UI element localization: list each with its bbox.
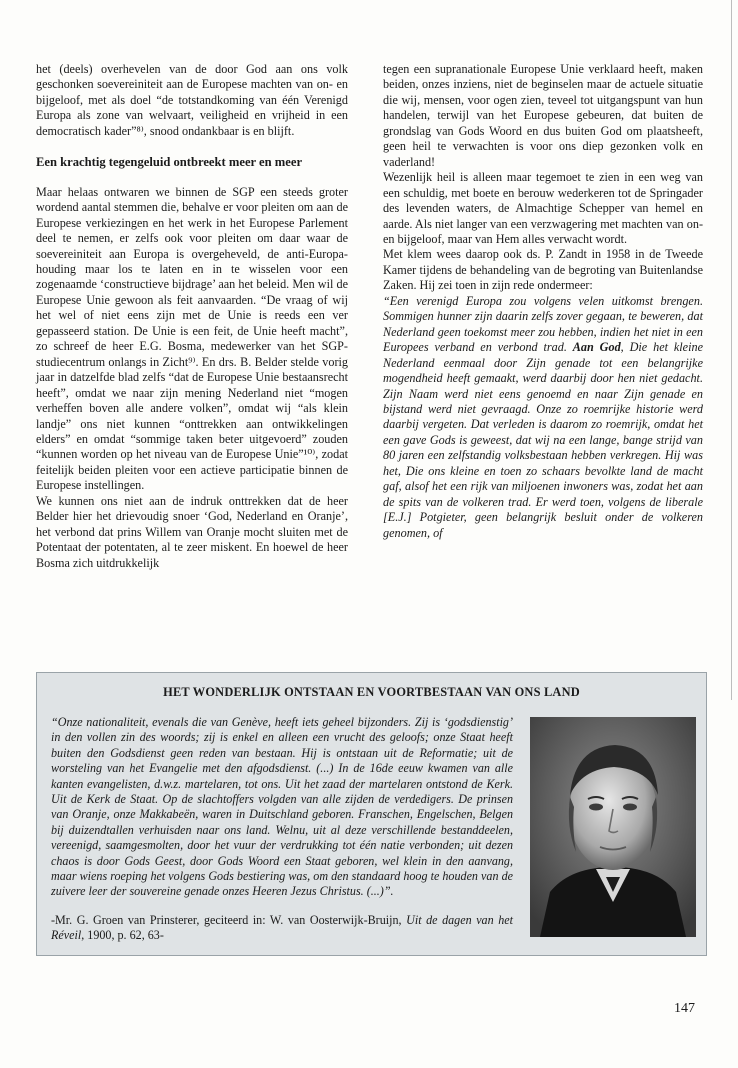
- box-title: HET WONDERLIJK ONTSTAAN EN VOORTBESTAAN VAN ONS LAND: [163, 685, 580, 699]
- citation-prefix: -Mr. G. Groen van Prinsterer, geciteerd in: W. van Oosterwijk-Bruijn,: [51, 913, 407, 927]
- zandt-quote-part-1: “Een verenigd Europa zou volgens velen uitkomst brengen. Sommigen hunner zijn daarin zelfs zover gegaan, te beweren, dat Nederland geen toekomst meer zou hebben, indien het niet in een Europees verband en verbond trad.: [383, 293, 703, 355]
- zandt-quote-bold: Aan God: [572, 340, 621, 355]
- right-paragraph-3: Met klem wees daarop ook ds. P. Zandt in 1958 in de Tweede Kamer tijdens de behandeling van de begroting van Buitenlandse Zaken. Hij zei toen in zijn rede ondermeer:: [383, 247, 703, 293]
- citation-suffix: , 1900, p. 62, 63-: [81, 928, 164, 943]
- box-citation: [51, 913, 513, 944]
- portrait-photo-icon: [530, 717, 696, 937]
- box-quote: “Onze nationaliteit, evenals die van Genève, heeft iets geheel bijzonders. Zij is ‘godsdienstig’ in den vollen zin des woords; zij is enkel en alleen een vrucht des geloofs; onze Staat heeft buiten den Godsdienst geen reden van bestaan. Hij is ontstaan uit de Reformatie; uit de worsteling van het Evangelie met den afgodsdienst. (...) In de 16de eeuw kwamen van alle kanten evangelisten, d.w.z. martelaren, tot ons. Uit het zaad der martelaren ontstond de Kerk. Uit de Kerk de Staat. Op de slachtoffers volgden van alle zijden de verdedigers. De prinsen van Oranje, onze Makkabeën, waren in Duitschland geboren. Franschen, Engelschen, Belgen bij duizendtallen verhuisden naar ons land. Welnu, uit al deze verschillende bestanddeelen, vereenigd, saamgesmolten, door het vuur der verdrukking tot één natie verbonden; uit dezen chaos is door Gods Geest, door Gods Woord een Staat geboren, wel klein in den aanvang, maar wiens roeping het volgens Gods bestiering was, om den standaard hoog te houden van de zuivere leer der souvereine genade onzes Heeren Jezus Christus. (...)”.: [51, 715, 513, 899]
- citation-title: Uit de dagen van het Réveil: [51, 913, 513, 943]
- section-heading: Een krachtig tegengeluid ontbreekt meer en meer: [36, 155, 303, 170]
- left-paragraph-2: Maar helaas ontwaren we binnen de SGP een steeds groter wordend aantal stemmen die, behalve er voor pleiten om aan de Europese verkiezingen en het werk in het Europese Parlement deel te nemen, er zelfs ook voor pleiten om daar waar de soevereiniteit aan Europa is overgeheveld, de anti-Europa-houding maar los te laten en in te wisselen voor een zogenaamde ‘constructieve bijdrage’ aan het beleid. Men wil de Europese Unie gewoon als feit aanvaarden. “De vraag of wij het wel of niet eens zijn met de Unie is reeds een ver gepasseerd station. De Unie is een feit, de Unie heeft macht”, zo schreef de heer E.G. Bosma, medewerker van het SGP-studiecentrum onlangs in Zicht⁹⁾. En drs. B. Belder stelde vorig jaar in datzelfde blad zelfs “dat de Europese Unie bestaansrecht heeft”, omdat we naar zijn mening Nederland niet “mogen verheffen boven alle andere volken”, omdat wij “als klein landje” ons niet kunnen “onttrekken aan ontwikkelingen elders” en omdat “sommige taken beter uitgevoerd” zouden “kunnen worden op het niveau van de Europese Unie”¹⁰⁾, zodat feitelijk beiden pleiten voor een actieve participatie binnen de Europese instellingen.: [36, 184, 348, 493]
- page-number: 147: [674, 1001, 695, 1016]
- right-paragraph-1: tegen een supranationale Europese Unie verklaard heeft, maken beiden, onzes inziens, niet de beginselen maar de actuele situatie die wij, mensen, voor ogen zien, teveel tot uitgangspunt van hun handelen, terwijl van het Europese gebeuren, dat buiten de grondslag van Gods Woord en dus buiten God om plaatsheeft, geen heil te verwachten is voor ons diep gezonken volk en vaderland!: [383, 62, 703, 169]
- left-paragraph-3: We kunnen ons niet aan de indruk onttrekken dat de heer Belder hier het drievoudig snoer ‘God, Nederland en Oranje’, het verbond dat prins Willem van Oranje mocht sluiten met de Potentaat der potentaten, al te zeer miskent. En hoewel de heer Bosma zich uitdrukkelijk: [36, 493, 348, 570]
- sidebar-box: [36, 672, 707, 956]
- left-paragraph-1: het (deels) overhevelen van de door God aan ons volk geschonken soevereiniteit aan de Europese machten van on- en bijgeloof, met als doel “de totstandkoming van één Verenigd Europa als zone van welvaart, veiligheid en vrijheid in een democratisch kader”⁸⁾, snood ondankbaar is en blijft.: [36, 62, 348, 138]
- right-column: [383, 62, 703, 541]
- zandt-quote: [383, 294, 703, 541]
- zandt-quote-part-2: , Die het kleine Nederland eenmaal door Zijn genade tot een belangrijke mogendheid heeft gemaakt, werd daarbij door hen niet gedacht. Zijn Naam werd niet eens genoemd en naar Zijn genade en bijstand werd niet gevraagd. Onze zo roemrijke historie werd daarbij vergeten. Dat verleden is daarom zo roemrijk, omdat het een gave Gods is geweest, dat wij na een lange, bange strijd van 80 jaren een zelfstandig volksbestaan hebben verkregen. Hij was het, Die ons kleine en toen zo schaars bevolkte land de macht gaf, alsof het een rijk van miljoenen inwoners was, zodat het aan de spits van de volkeren trad. Er werd toen, volgens de liberale [E.J.] Potgieter, geen belangrijk besluit onder de volkeren genomen, of: [383, 340, 703, 540]
- left-column: [36, 62, 348, 571]
- right-paragraph-2: Wezenlijk heil is alleen maar tegemoet te zien in een weg van een schuldig, met boete en berouw wederkeren tot de Springader des levenden waters, de Almachtige Schepper van hemel en aarde. Als niet langer van een verzwagering met machten van on- en bijgeloof, maar van Hem alles verwacht wordt.: [383, 170, 703, 246]
- page-edge-line: [731, 0, 732, 700]
